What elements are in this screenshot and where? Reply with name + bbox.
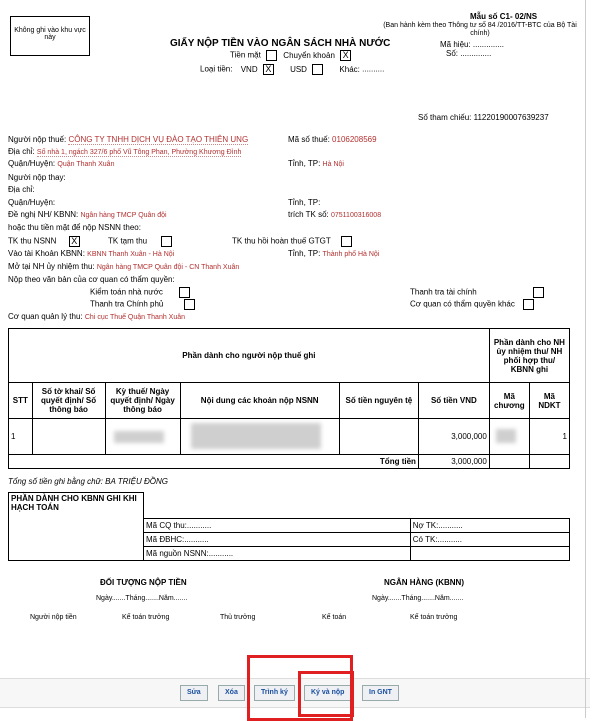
- ma-ndkt-value: 1: [562, 432, 567, 441]
- col-vnd: Số tiền VND: [418, 383, 489, 419]
- table-row: [9, 419, 570, 455]
- kbnn-account-value: KBNN Thanh Xuân - Hà Nội: [87, 251, 175, 258]
- sua-button[interactable]: Sửa: [180, 685, 208, 701]
- tax-office-value: Chi cục Thuế Quận Thanh Xuân: [84, 314, 186, 321]
- bank-request-row: [8, 210, 167, 219]
- proxy-province-label: Tỉnh, TP:: [288, 198, 321, 207]
- cash-option-label: hoặc thu tiền mặt để nộp NSNN theo:: [8, 223, 141, 232]
- khac-label: Khác:: [339, 64, 360, 74]
- district-label: Quận/Huyện:: [8, 159, 56, 168]
- tk-thu-hoi-label: TK thu hồi hoàn thuế GTGT: [232, 236, 331, 246]
- col-nguyen-te: Số tiền nguyên tệ: [339, 383, 418, 419]
- total-value: 3,000,000: [418, 455, 489, 469]
- payment-method-row: [230, 50, 351, 61]
- sig-thu-truong: Thủ trưởng: [220, 614, 256, 621]
- sig-ke-toan: Kế toán: [322, 614, 347, 621]
- tk-tam-thu-checkbox[interactable]: [161, 236, 172, 247]
- in-gnt-button[interactable]: In GNT: [362, 685, 399, 701]
- ma-dbhc: Mã ĐBHC:...........: [144, 533, 411, 547]
- district-row: [8, 159, 114, 168]
- stamp-box-text: Không ghi vào khu vực này: [14, 27, 86, 41]
- tax-code-label: Mã số thuế:: [288, 135, 330, 144]
- tien-mat-label: Tiền mặt: [230, 50, 261, 60]
- thanh-tra-tc-checkbox[interactable]: [533, 287, 544, 298]
- cell-ma-chuong: [489, 419, 529, 455]
- amount-in-words: Tổng số tiền ghi bằng chữ: BA TRIỆU ĐỒNG: [8, 477, 168, 486]
- kiem-toan-checkbox[interactable]: [179, 287, 190, 298]
- cell-stt: 1: [9, 419, 33, 455]
- tk-thu-hoi-checkbox[interactable]: [341, 236, 352, 247]
- trinh-ky-button[interactable]: Trình ký: [254, 685, 295, 701]
- signature-right-title: NGÂN HÀNG (KBNN): [384, 578, 464, 587]
- district-value: Quận Thanh Xuân: [57, 161, 115, 168]
- address-row: [8, 147, 241, 156]
- tax-code-row: [288, 135, 377, 144]
- xoa-button[interactable]: Xóa: [218, 685, 245, 701]
- usd-checkbox[interactable]: [312, 64, 323, 75]
- col-ma-ndkt: Mã NDKT: [529, 383, 569, 419]
- vnd-checkbox[interactable]: X: [263, 64, 274, 75]
- kbnn-province-label: Tỉnh, TP:: [288, 249, 321, 258]
- loai-tien-label: Loại tiền:: [200, 64, 233, 74]
- vnd-label: VND: [240, 64, 258, 74]
- thanh-tra-cp-row: [90, 299, 195, 310]
- proxy-district-label: Quận/Huyện:: [8, 198, 56, 207]
- no-tk: Nợ TK:...........: [410, 519, 569, 533]
- kbnn-account-row: [8, 249, 174, 258]
- co-tk: Có TK:...........: [410, 533, 569, 547]
- account-row: [288, 210, 381, 219]
- tax-code-value: 0106208569: [332, 135, 377, 144]
- col-ma-chuong: Mã chương: [489, 383, 529, 419]
- payer-name: CÔNG TY TNHH DỊCH VỤ ĐÀO TẠO THIÊN UNG: [68, 135, 249, 144]
- cell-vnd: 3,000,000: [418, 419, 489, 455]
- thanh-tra-tc-label: Thanh tra tài chính: [410, 287, 477, 297]
- tk-tam-thu-label: TK tạm thu: [108, 236, 148, 246]
- tk-thu-nsnn-row: [8, 236, 80, 247]
- khac-dots: ..........: [362, 64, 385, 74]
- bank-open-row: [8, 262, 239, 271]
- kbnn-empty: [144, 493, 570, 519]
- sig-nguoi-nop: Người nộp tiền: [30, 614, 77, 621]
- proxy-payer-label: Người nộp thay:: [8, 173, 66, 182]
- highlight-frame-inner: [298, 671, 354, 717]
- form-note: (Ban hành kèm theo Thông tư số 84 /2016/TT-BTC của Bộ Tài chính): [383, 22, 577, 37]
- usd-label: USD: [290, 64, 307, 74]
- total-empty-1: [489, 455, 529, 469]
- bank-request-label: Đề nghị NH/ KBNN:: [8, 210, 79, 219]
- bank-open-label: Mở tại NH ủy nhiệm thu:: [8, 262, 95, 271]
- co-quan-khac-row: [410, 299, 534, 310]
- tk-thu-nsnn-label: TK thu NSNN: [8, 236, 57, 246]
- tax-office-label: Cơ quan quản lý thu:: [8, 312, 83, 321]
- co-quan-khac-checkbox[interactable]: [523, 299, 534, 310]
- kbnn-account-label: Vào tài Khoản KBNN:: [8, 249, 85, 258]
- tien-mat-checkbox[interactable]: [266, 50, 277, 61]
- proxy-address-label: Địa chỉ:: [8, 185, 35, 194]
- sig-ke-toan-truong: Kế toán trưởng: [122, 614, 170, 621]
- province-value: Hà Nội: [322, 161, 344, 168]
- col-noi-dung: Nội dung các khoản nộp NSNN: [180, 383, 339, 419]
- province-label: Tỉnh, TP:: [288, 159, 321, 168]
- account-value: 0751100316008: [331, 212, 382, 219]
- chuyen-khoan-label: Chuyển khoản: [283, 50, 335, 60]
- col-so-to-khai: Số tờ khai/ Số quyết định/ Số thông báo: [32, 383, 105, 419]
- kiem-toan-row: [90, 287, 190, 298]
- kbnn-province-row: [288, 249, 379, 258]
- ref-value: 11220190007639237: [473, 113, 549, 122]
- ma-cq-thu: Mã CQ thu:...........: [144, 519, 411, 533]
- thanh-tra-tc-row: [410, 287, 544, 298]
- authority-label: Nộp theo văn bản của cơ quan có thẩm quyền:: [8, 275, 175, 284]
- kbnn-title: PHẦN DÀNH CHO KBNN GHI KHI HẠCH TOÁN: [9, 493, 144, 561]
- payer-label: Người nộp thuế:: [8, 135, 67, 144]
- payer-section-header: Phần dành cho người nộp thuế ghi: [9, 329, 490, 383]
- signature-left-date: Ngày.......Tháng.......Năm.......: [96, 595, 188, 602]
- bank-open-value: Ngân hàng TMCP Quân đội - CN Thanh Xuân: [96, 264, 240, 271]
- payment-table: [8, 328, 570, 469]
- bank-request-value: Ngân hàng TMCP Quân đội: [80, 212, 167, 219]
- signature-left-title: ĐỐI TƯỢNG NỘP TIỀN: [100, 578, 187, 587]
- chuyen-khoan-checkbox[interactable]: X: [340, 50, 351, 61]
- cell-ma-ndkt: [529, 419, 569, 455]
- cell-noi-dung: [180, 419, 339, 455]
- kbnn-table: [8, 492, 570, 561]
- kbnn-blank: [410, 547, 569, 561]
- thanh-tra-cp-checkbox[interactable]: [184, 299, 195, 310]
- signature-right-date: Ngày.......Tháng.......Năm.......: [372, 595, 464, 602]
- cell-nguyen-te: [339, 419, 418, 455]
- ma-nguon: Mã nguồn NSNN:...........: [144, 547, 411, 561]
- tk-thu-hoi-row: [232, 236, 352, 247]
- total-empty-2: [529, 455, 569, 469]
- province-row: [288, 159, 344, 168]
- cell-ky-thue: [105, 419, 180, 455]
- col-stt: STT: [9, 383, 33, 419]
- total-label: Tổng tiền: [9, 455, 419, 469]
- tk-thu-nsnn-checkbox[interactable]: X: [69, 236, 80, 247]
- ky-va-nop-button[interactable]: Ký và nộp: [304, 685, 351, 701]
- address-label: Địa chỉ:: [8, 147, 35, 156]
- kbnn-province-value: Thành phố Hà Nội: [322, 251, 380, 258]
- payer-row: [8, 135, 248, 144]
- so-hieu: Số: ..............: [446, 49, 492, 58]
- sig-ke-toan-truong-2: Kế toán trưởng: [410, 614, 458, 621]
- tk-tam-thu-row: [108, 236, 172, 247]
- ma-hieu: Mã hiệu: ..............: [440, 40, 505, 49]
- col-ky-thue: Kỳ thuế/ Ngày quyết định/ Ngày thông báo: [105, 383, 180, 419]
- address-value: Số nhà 1, ngách 327/6 phố Vũ Tông Phan, Phường Khương Đình: [36, 149, 242, 156]
- page-title: GIẤY NỘP TIỀN VÀO NGÂN SÁCH NHÀ NƯỚC: [170, 38, 391, 49]
- form-number: Mẫu số C1- 02/NS: [470, 12, 538, 21]
- right-page-edge: [585, 0, 586, 718]
- thanh-tra-cp-label: Thanh tra Chính phủ: [90, 299, 164, 309]
- account-label: trích TK số:: [288, 210, 329, 219]
- ref-label: Số tham chiếu:: [418, 113, 472, 122]
- tax-office-row: [8, 312, 185, 321]
- cell-so-to-khai: [32, 419, 105, 455]
- currency-row: [200, 64, 384, 75]
- kiem-toan-label: Kiểm toán nhà nước: [90, 287, 163, 297]
- bank-section-header: Phần dành cho NH ủy nhiệm thu/ NH phối hợp thu/ KBNN ghi: [489, 329, 569, 383]
- reference-number: [418, 113, 549, 122]
- stamp-box: [10, 16, 90, 56]
- co-quan-khac-label: Cơ quan có thẩm quyền khác: [410, 299, 515, 309]
